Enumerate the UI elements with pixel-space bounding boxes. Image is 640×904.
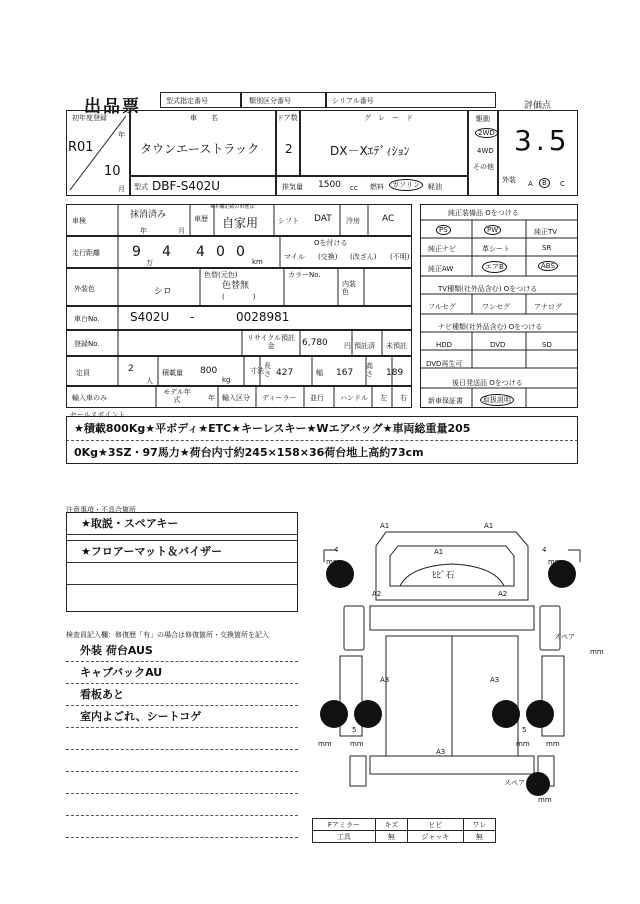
damage-a3-bottom: A3 — [436, 748, 446, 756]
truck-diagram — [306, 506, 596, 846]
note-item: ★フロアーマット＆バイザー — [67, 541, 297, 563]
damage-a1-right: A1 — [484, 522, 494, 530]
damage-a2-right: A2 — [498, 590, 508, 598]
shift-value: DAT — [314, 214, 332, 224]
inspection-label: 車検 — [72, 217, 86, 225]
doors-value: 2 — [285, 142, 293, 156]
inspect-month-unit: 月 — [178, 227, 185, 235]
mileage-digit-1: 9 — [132, 244, 141, 260]
vehicle-name: タウンエーストラック — [140, 142, 260, 156]
spare-depth: 9 — [540, 782, 545, 790]
recycle-label: リサイクル預託金 — [246, 334, 296, 350]
shift-label: シフト — [278, 217, 299, 225]
mm-unit-spare-top: mm — [590, 648, 604, 656]
import-route-label: 輸入区分 — [222, 394, 250, 402]
mm-unit-rl-out: mm — [318, 740, 332, 748]
page-title: 出品票 — [84, 97, 141, 117]
damage-chip: ﾋﾋﾞ石 — [432, 571, 455, 581]
after-manual: 取扱説明 — [480, 394, 514, 406]
chassis-number: 0028981 — [236, 310, 290, 324]
notes-box — [66, 512, 298, 612]
tire-rl-in-icon — [354, 700, 382, 728]
import-dealer: ディーラー — [262, 394, 297, 402]
exterior-b: B — [539, 178, 550, 188]
grid-lines — [66, 204, 412, 408]
man-unit: 万 — [146, 259, 153, 267]
tire-fr-depth: 4 — [542, 546, 547, 554]
table-cell: 工具 — [313, 831, 376, 843]
header-box — [160, 92, 496, 108]
spare-label-bottom: スペア — [504, 779, 525, 787]
inspector-item: 看板あと — [66, 684, 298, 706]
model-cert-label: 型式指定番号 — [166, 97, 208, 105]
table-header: Fアミラー — [313, 819, 376, 831]
note-item: ★取説・スペアキー — [67, 513, 297, 535]
equipment-grid — [420, 204, 578, 408]
equip-pw: PW — [484, 225, 501, 235]
inspect-year-unit: 年 — [140, 227, 147, 235]
color-label: 外装色 — [74, 285, 95, 293]
tire-rr-in-icon — [492, 700, 520, 728]
kg-unit: kg — [222, 376, 231, 384]
fuel-gasoline: ガソリン — [389, 179, 423, 191]
mm-unit-fl: mm — [326, 558, 340, 566]
mile-label: マイル — [284, 253, 305, 261]
sales-line-2: 0Kg★3SZ・97馬力★荷台内寸約245×158×36荷台地上高約73cm — [74, 446, 424, 459]
orig-color-value: 色替無 — [222, 281, 250, 291]
damage-a3-left: A3 — [380, 676, 390, 684]
mileage-digit-5: 0 — [236, 244, 245, 260]
exchange-label: (交換) — [318, 253, 338, 261]
table-header: キズ — [375, 819, 407, 831]
inspector-lines — [66, 640, 298, 838]
tire-rr-out-icon — [526, 700, 554, 728]
nav-dvd: DVD — [490, 341, 506, 349]
sales-line-1: ★積載800Kg★平ボディ★ETC★キーレスキー★Wエアバッグ★車両総重量205 — [74, 422, 471, 435]
mm-unit-rr-out: mm — [546, 740, 560, 748]
height-label: 高さ — [366, 362, 373, 378]
chassis-label: 車台No. — [74, 315, 100, 323]
equip-navi: 純正ナビ — [428, 245, 456, 253]
sales-label: セールスポイント — [70, 411, 126, 419]
damage-a1-center: A1 — [434, 548, 444, 556]
km-unit: km — [252, 258, 263, 266]
color-value: シロ — [154, 287, 173, 297]
mileage-digit-3: 4 — [196, 244, 205, 260]
inspector-item: 室内よごれ、シートコゲ — [66, 706, 298, 728]
mm-unit-rr-in: mm — [516, 740, 530, 748]
orig-color-label: 色替(元色) — [204, 271, 238, 279]
fuel-label: 燃料 — [370, 183, 384, 191]
ac-label: 冷房 — [346, 217, 360, 225]
table-cell: ジャッキ — [407, 831, 463, 843]
equip-sr: SR — [542, 244, 552, 252]
ac-value: AC — [382, 214, 395, 224]
import-year-unit: 年 — [208, 394, 215, 402]
load-label: 積載量 — [162, 369, 183, 377]
inspector-item: 外装 荷台AUS — [66, 640, 298, 662]
tire-rl-depth: 5 — [352, 726, 357, 734]
recycle-value: 6,780 — [302, 338, 328, 348]
year-unit: 年 — [118, 131, 125, 139]
after-title: 後日発送品 Oをつける — [452, 379, 523, 387]
mileage-label: 走行距離 — [72, 249, 100, 257]
rating-value: 3.5 — [514, 124, 571, 157]
chassis-dash: - — [190, 310, 195, 324]
drive-2wd: 2WD — [475, 128, 498, 138]
mm-unit-fr: mm — [548, 558, 562, 566]
import-label: 輸入車のみ — [72, 394, 107, 402]
chassis-model: S402U — [130, 310, 170, 324]
deposit-unpaid: 未預託 — [386, 342, 407, 350]
drive-4wd: 4WD — [477, 147, 494, 155]
capacity-value: 2 — [128, 364, 134, 374]
table-cell: 無 — [463, 831, 495, 843]
deposit-paid: 預託済 — [354, 342, 375, 350]
damage-a3-right: A3 — [490, 676, 500, 684]
tire-fl-depth: 4 — [334, 546, 339, 554]
use-label: 車歴 — [194, 215, 208, 223]
width-value: 167 — [336, 368, 354, 378]
damage-a1-top: A1 — [380, 522, 390, 530]
capacity-label: 定員 — [76, 369, 90, 377]
equip-title: 純正装備品 Oをつける — [448, 209, 519, 217]
grade-label: グ レ ー ド — [364, 114, 413, 122]
unknown-label: (不明) — [390, 253, 410, 261]
table-header: ワレ — [463, 819, 495, 831]
nav-title: ナビ種類(社外品含む) Oをつける — [438, 323, 543, 331]
dimension-label: 寸法 — [250, 367, 264, 375]
displacement-label: 排気量 — [282, 183, 303, 191]
inspection-value: 抹消済み — [130, 210, 167, 220]
equip-leather: 革シート — [482, 245, 510, 253]
inspector-item: キャブバックAU — [66, 662, 298, 684]
mm-unit-spare-bottom: mm — [538, 796, 552, 804]
length-value: 427 — [276, 368, 294, 378]
table-header: ヒビ — [407, 819, 463, 831]
orig-paren: ( ) — [222, 293, 256, 301]
width-label: 幅 — [316, 369, 323, 377]
tire-rr-depth: 5 — [522, 726, 527, 734]
use-note: ※本欄記載の車歴は — [210, 204, 255, 210]
tv-fullseg: フルセグ — [428, 303, 456, 311]
tv-analog: アナログ — [534, 303, 562, 311]
handle-left: 左 — [380, 394, 387, 402]
altered-label: (改ざん) — [350, 253, 377, 261]
category-no-label: 類別区分番号 — [249, 97, 291, 105]
mm-unit-rl-in: mm — [350, 740, 364, 748]
equip-ps: PS — [436, 225, 451, 235]
length-label: 長さ — [264, 362, 271, 378]
tv-oneseg: ワンセグ — [482, 303, 510, 311]
nav-sd: SD — [542, 341, 552, 349]
vehicle-name-label: 車 名 — [190, 114, 218, 122]
spare-label-top: スペア — [554, 633, 575, 641]
drive-other: その他 — [473, 163, 494, 171]
month-unit: 月 — [118, 185, 125, 193]
first-reg-label: 初年度登録 — [72, 114, 107, 122]
model-label: 型式 — [134, 183, 148, 191]
tv-title: TV種類(社外品含む) Oをつける — [438, 285, 538, 293]
circle-note: Oを付ける — [314, 239, 348, 247]
doors-label: ドア数 — [277, 114, 298, 122]
serial-no-label: シリアル番号 — [332, 97, 374, 105]
height-value: 189 — [386, 368, 404, 378]
after-warranty: 新車保証書 — [428, 397, 463, 405]
import-parallel: 並行 — [310, 394, 324, 402]
equip-tv: 純正TV — [534, 228, 558, 236]
yen-unit: 円 — [344, 342, 351, 350]
diagonal-line — [66, 110, 130, 196]
notes-label: 注意事項・不具合箇所 — [66, 506, 136, 514]
tire-rl-out-icon — [320, 700, 348, 728]
person-unit: 人 — [146, 377, 153, 385]
equip-abs: ABS — [538, 261, 558, 271]
registration-label: 登録No. — [74, 340, 100, 348]
interior-label: 内装色 — [342, 280, 356, 296]
equip-aw: 純正AW — [428, 265, 454, 273]
cc-unit: cc — [350, 184, 358, 192]
equip-airbag: エアB — [482, 261, 507, 273]
rating-label: 評価点 — [524, 101, 552, 111]
drive-label: 駆動 — [476, 115, 490, 123]
mileage-digit-4: 0 — [216, 244, 225, 260]
table-cell: 無 — [375, 831, 407, 843]
inspector-label: 検査員記入欄：修復歴「有」の場合は修復箇所・交換箇所を記入 — [66, 631, 269, 639]
load-value: 800 — [200, 366, 218, 376]
exterior-a: A — [528, 180, 533, 188]
accessories-table — [312, 818, 496, 843]
model-year-label: モデル年式 — [163, 388, 191, 404]
dvd-play: DVD再生可 — [426, 360, 463, 368]
fuel-diesel: 軽油 — [428, 183, 442, 191]
era-value: R01 — [68, 140, 94, 155]
spare-tire-icon — [526, 772, 550, 796]
nav-hdd: HDD — [436, 341, 453, 349]
use-value: 自家用 — [222, 216, 259, 230]
damage-a2-left: A2 — [372, 590, 382, 598]
exterior-c: C — [560, 180, 565, 188]
grade-value: DX－Xｴﾃﾞｨｼｮﾝ — [330, 144, 410, 158]
handle-label: ハンドル — [340, 394, 368, 402]
handle-right: 右 — [400, 394, 407, 402]
month-value: 10 — [104, 164, 121, 179]
exterior-label: 外装 — [502, 176, 516, 184]
displacement-value: 1500 — [318, 180, 341, 190]
mileage-digit-2: 4 — [162, 244, 171, 260]
color-no-label: カラーNo. — [288, 271, 321, 279]
model-value: DBF-S402U — [152, 179, 221, 193]
